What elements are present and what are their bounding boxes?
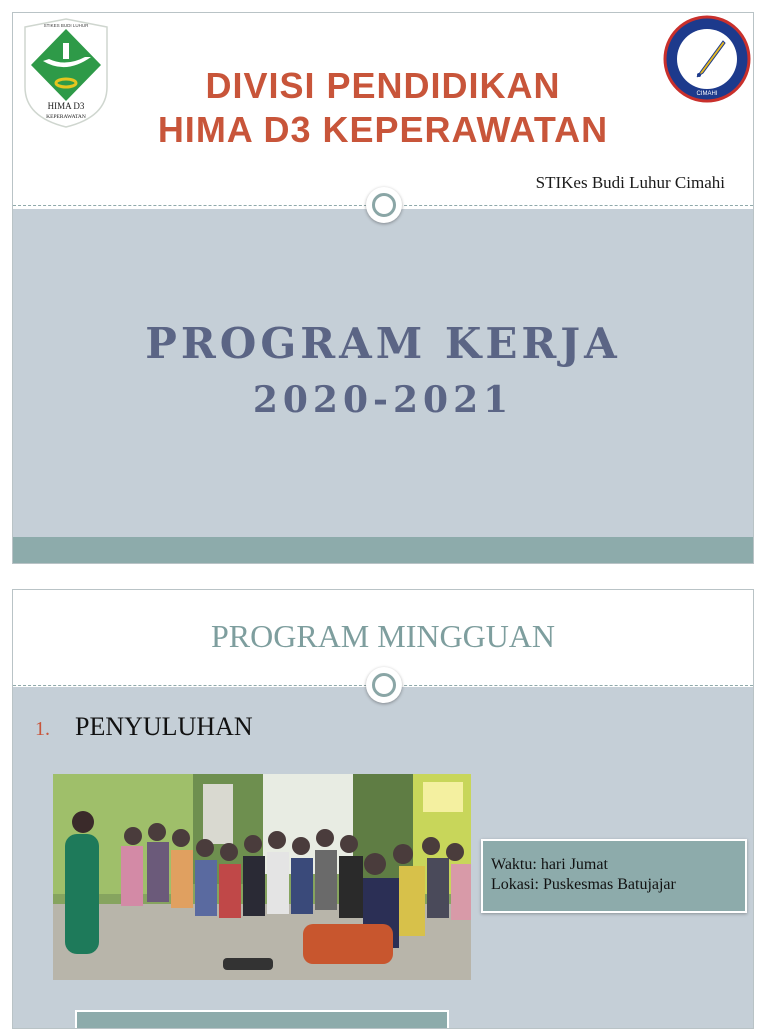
logo-top-text: STIKES BUDI LUHUR (43, 23, 89, 28)
schedule-info-box (481, 839, 747, 913)
info-time: Waktu: hari Jumat (491, 856, 608, 873)
program-year: 2020-2021 (252, 379, 514, 421)
logo-keperawatan-text: KEPERAWATAN (46, 114, 86, 120)
institution-name: STIKes Budi Luhur Cimahi (535, 173, 725, 192)
program-title: PROGRAM KERJA (145, 319, 621, 368)
event-photo (53, 774, 471, 980)
divider-ring-icon (366, 667, 402, 703)
list-item-penyuluhan: PENYULUHAN (75, 712, 253, 741)
logo-hima-text: HIMA D3 (47, 101, 85, 111)
slide2-title: PROGRAM MINGGUAN (210, 618, 556, 654)
cover-title-line2: HIMA D3 KEPERAWATAN (157, 109, 609, 150)
cover-footer-band (13, 537, 753, 564)
cover-title-line1: DIVISI PENDIDIKAN (205, 65, 561, 106)
cover-body (13, 209, 753, 537)
bottom-caption-box (75, 1010, 449, 1029)
emblem-bottom-text: CIMAHI (696, 91, 718, 97)
slide-weekly-program (12, 589, 754, 1029)
list-number: 1. (35, 718, 50, 740)
divider-ring-icon (366, 187, 402, 223)
slide-cover (12, 12, 754, 564)
info-location: Lokasi: Puskesmas Batujajar (491, 876, 676, 893)
